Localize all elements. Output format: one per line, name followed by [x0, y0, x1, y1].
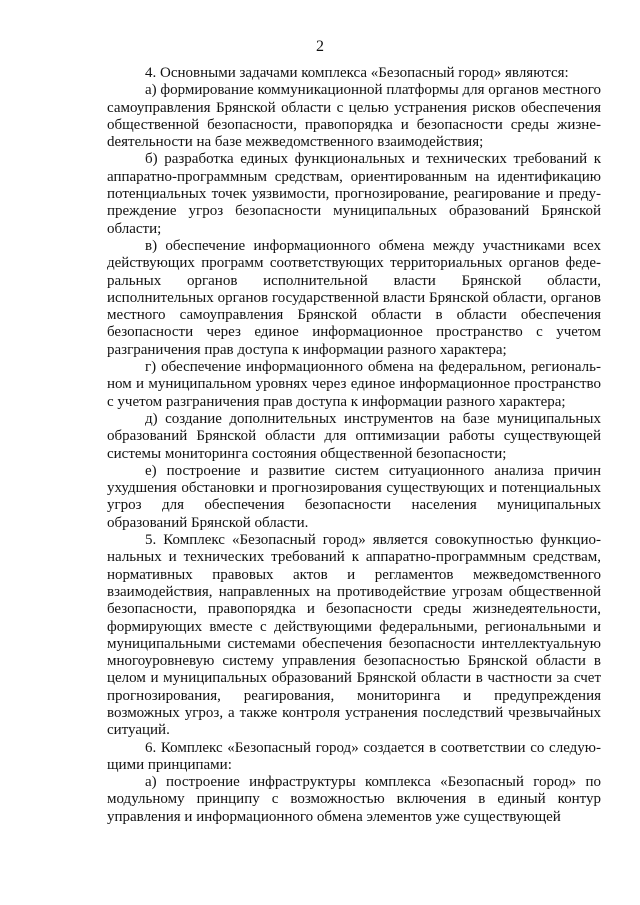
- paragraph-5: 5. Комплекс «Безопасный город» является совокупностью функциональных и технических требований к аппаратно-программным средствам, нормативных правовых актов и регламентов межведомственного взаимодействия, направленных на противодействие угрозам общественной безопасности, правопорядка и безопасности среды жизнедеятельности, формирующих вместе с действующими федеральными, региональными и муниципальными системами обеспечения безопасности интеллектуальную многоуровневую систему управления безопасностью Брянской области в целом и муниципальных образований Брянской области в частности за счет прогнозирования, реагирования, мониторинга и предупреждения возможных угроз, а также контроля устранения последствий чрезвычайных ситуаций.: [107, 532, 601, 739]
- paragraph-4-tasks-intro: 4. Основными задачами комплекса «Безопасный город» являются:: [145, 65, 569, 81]
- paragraph-4a: а) формирование коммуникационной платформы для органов местного самоуправления Брянской области с целью устранения рисков обеспечения общественной безопасности, правопорядка и безопасности среды жизнеdеятельности на базе межведомственного взаимодействия;: [107, 82, 601, 151]
- paragraph-4b: б) разработка единых функциональных и технических требований к аппаратно-программным средствам, ориентированным на идентификацию потенциальных точек уязвимости, прогнозирование, реагирование и предупреждение угроз безопасности муниципальных образований Брянской области;: [107, 151, 601, 237]
- paragraph-4v: в) обеспечение информационного обмена между участниками всех действующих программ соответствующих территориальных органов федеральных органов исполнительной власти Брянской области, исполнительных органов государственной власти Брянской области, органов местного самоуправления Брянской области в области обеспечения безопасности через единое информационное пространство с учетом разграничения прав доступа к информации разного характера;: [107, 237, 601, 358]
- paragraph-6a: а) построение инфраструктуры комплекса «Безопасный город» по модульному принципу с возможностью включения в единый контур управления и информационного обмена элементов уже существующей: [107, 774, 601, 825]
- paragraph-4g: г) обеспечение информационного обмена на федеральном, региональном и муниципальном уровнях через единое информационное пространство с учетом разграничения прав доступа к информации разного характера;: [107, 359, 601, 410]
- paragraph-6: 6. Комплекс «Безопасный город» создается в соответствии со следующими принципами:: [107, 739, 601, 773]
- page-number: 2: [316, 38, 324, 55]
- document-body: [107, 65, 601, 826]
- paragraph-4d: д) создание дополнительных инструментов на базе муниципальных образований Брянской области для оптимизации работы существующей системы мониторинга состояния общественной безопасности;: [107, 410, 601, 462]
- paragraph-4e: е) построение и развитие систем ситуационного анализа причин ухудшения обстановки и прогнозирования существующих и потенциальных угроз для обеспечения безопасности населения муниципальных образований Брянской области.: [107, 462, 601, 531]
